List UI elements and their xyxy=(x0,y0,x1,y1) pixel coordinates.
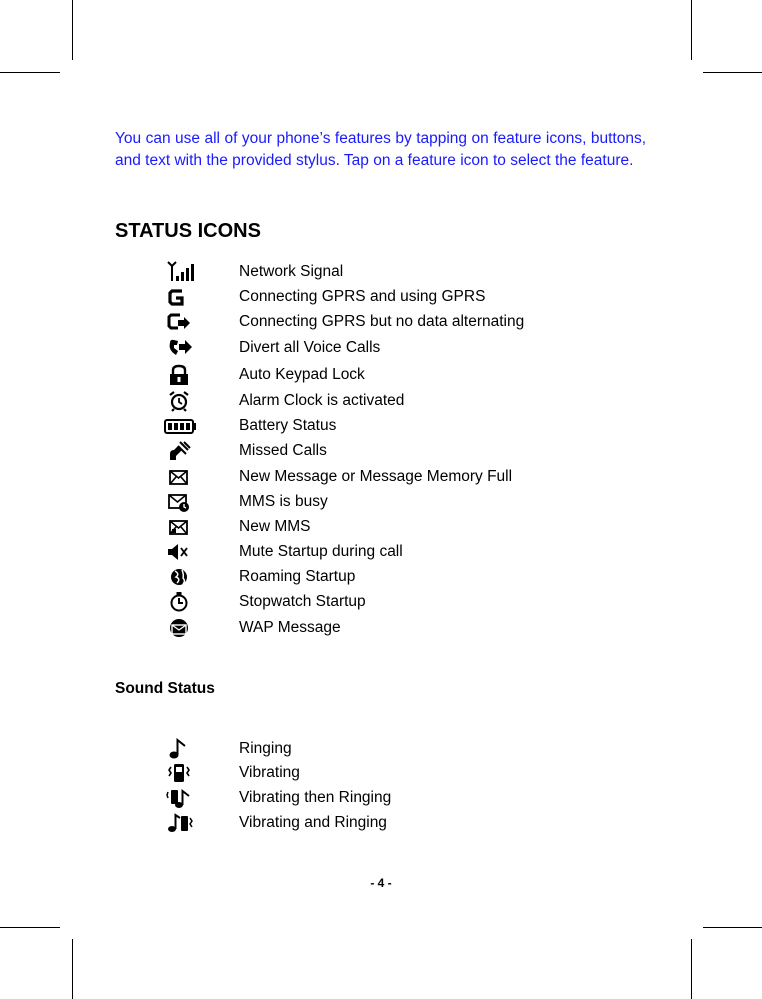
crop-mark xyxy=(703,927,762,928)
new-mms-icon xyxy=(162,516,198,538)
list-item-label: Connecting GPRS and using GPRS xyxy=(239,288,486,305)
list-item-label: Alarm Clock is activated xyxy=(239,392,405,409)
vibrate-and-ring-icon xyxy=(162,812,198,834)
list-item xyxy=(160,540,640,564)
roaming-icon xyxy=(162,566,198,588)
gprs-icon xyxy=(162,286,198,308)
alarm-clock-icon xyxy=(162,390,198,412)
crop-mark xyxy=(691,939,692,999)
crop-mark xyxy=(72,939,73,999)
list-item xyxy=(160,737,640,761)
wap-message-icon xyxy=(162,617,198,639)
crop-mark xyxy=(691,0,692,60)
envelope-icon xyxy=(162,466,198,488)
list-item xyxy=(160,465,640,489)
mute-icon xyxy=(162,541,198,563)
mms-busy-icon xyxy=(162,491,198,513)
list-item xyxy=(160,389,640,413)
battery-icon xyxy=(162,415,198,437)
list-item xyxy=(160,439,640,463)
sound-status-heading: Sound Status xyxy=(115,680,215,697)
list-item xyxy=(160,490,640,514)
list-item-label: Auto Keypad Lock xyxy=(239,366,365,383)
list-item xyxy=(160,260,640,284)
list-item xyxy=(160,616,640,640)
list-item-label: Mute Startup during call xyxy=(239,543,403,560)
list-item xyxy=(160,515,640,539)
list-item xyxy=(160,285,640,309)
list-item-label: Connecting GPRS but no data alternating xyxy=(239,313,525,330)
list-item-label: New MMS xyxy=(239,518,311,535)
crop-mark xyxy=(72,0,73,60)
list-item-label: WAP Message xyxy=(239,619,341,636)
vibrate-then-ring-icon xyxy=(162,787,198,809)
list-item xyxy=(160,811,640,835)
list-item-label: Network Signal xyxy=(239,263,344,280)
list-item-label: Vibrating xyxy=(239,764,300,781)
list-item xyxy=(160,310,640,334)
list-item xyxy=(160,363,640,387)
list-item xyxy=(160,565,640,589)
list-item xyxy=(160,336,640,360)
list-item xyxy=(160,590,640,614)
list-item-label: New Message or Message Memory Full xyxy=(239,468,513,485)
list-item xyxy=(160,761,640,785)
page-number: - 4 - xyxy=(370,876,392,890)
crop-mark xyxy=(703,72,762,73)
status-icons-heading: STATUS ICONS xyxy=(115,220,261,242)
missed-call-icon xyxy=(162,440,198,462)
intro-paragraph: You can use all of your phone’s features by tapping on feature icons, buttons, and text with the provided stylus. Tap on a feature icon to select the feature. xyxy=(115,130,646,169)
divert-icon xyxy=(162,337,198,359)
list-item-label: Battery Status xyxy=(239,417,337,434)
list-item-label: Divert all Voice Calls xyxy=(239,339,381,356)
vibrating-icon xyxy=(162,762,198,784)
crop-mark xyxy=(0,927,60,928)
list-item-label: Missed Calls xyxy=(239,442,327,459)
list-item-label: Vibrating then Ringing xyxy=(239,789,392,806)
list-item-label: Ringing xyxy=(239,740,292,757)
stopwatch-icon xyxy=(162,591,198,613)
list-item-label: Stopwatch Startup xyxy=(239,593,366,610)
list-item-label: Roaming Startup xyxy=(239,568,356,585)
ringing-icon xyxy=(162,738,198,760)
signal-icon xyxy=(162,261,198,283)
list-item xyxy=(160,786,640,810)
lock-icon xyxy=(162,364,198,386)
gprs-alternating-icon xyxy=(162,311,198,333)
list-item xyxy=(160,414,640,438)
crop-mark xyxy=(0,72,60,73)
list-item-label: Vibrating and Ringing xyxy=(239,814,387,831)
list-item-label: MMS is busy xyxy=(239,493,328,510)
